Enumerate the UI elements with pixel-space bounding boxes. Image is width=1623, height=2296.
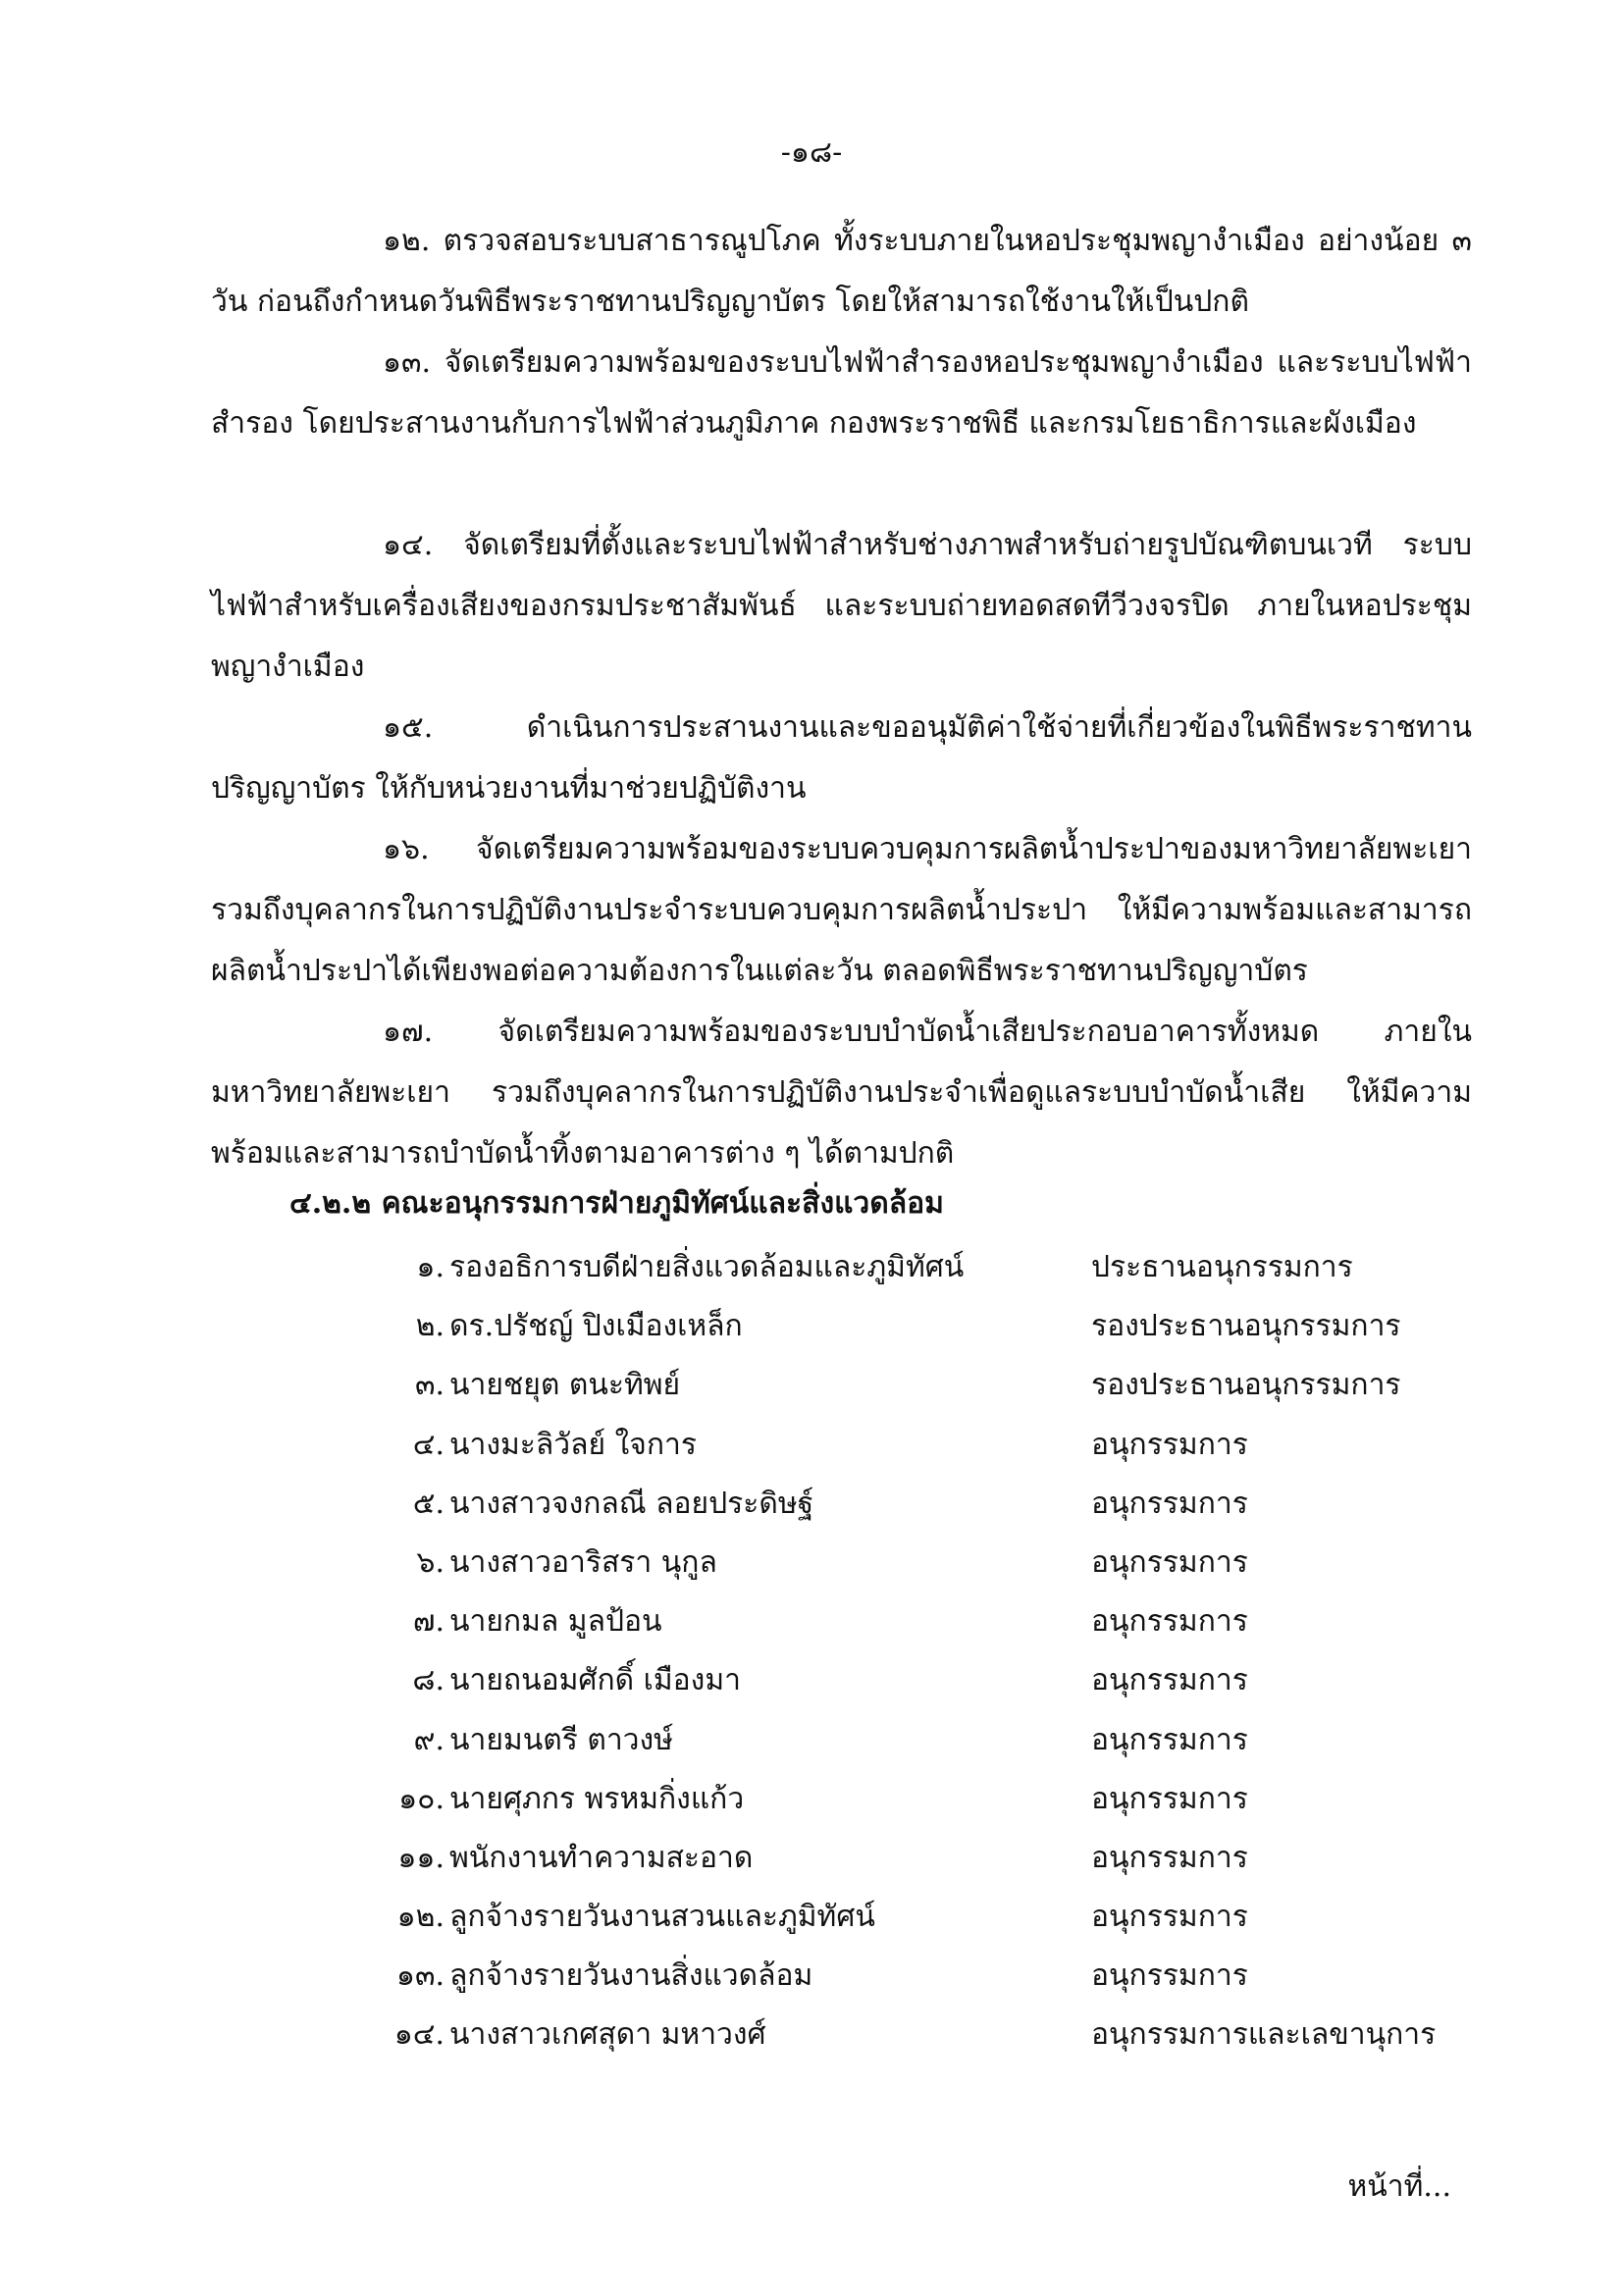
member-number: ๑. — [416, 1250, 445, 1284]
member-role: ประธานอนุกรรมการ — [1091, 1250, 1353, 1284]
committee-member-row — [0, 1416, 1623, 1475]
member-name: ลูกจ้างรายวันงานสวนและภูมิทัศน์ — [449, 1900, 875, 1935]
member-role: รองประธานอนุกรรมการ — [1091, 1309, 1401, 1344]
member-role: รองประธานอนุกรรมการ — [1091, 1368, 1401, 1403]
member-number: ๕. — [412, 1486, 445, 1521]
member-number: ๑๒. — [396, 1900, 445, 1935]
member-number: ๑๑. — [397, 1840, 445, 1875]
committee-member-row — [0, 1947, 1623, 2006]
committee-member-row — [0, 1297, 1623, 1356]
member-role: อนุกรรมการ — [1091, 1486, 1248, 1521]
member-role: อนุกรรมการ — [1091, 1840, 1248, 1875]
member-name: นายศุภกร พรหมกิ่งแก้ว — [449, 1781, 745, 1816]
member-name: นายมนตรี ตาวงษ์ — [449, 1722, 673, 1757]
member-number: ๖. — [416, 1544, 445, 1580]
paragraph-item-16: ๑๖. จัดเตรียมความพร้อมของระบบควบคุมการผลิตน้ำประปาของมหาวิทยาลัยพะเยา รวมถึงบุคลากรในการปฏิบัติงานประจำระบบควบคุมการผลิตน้ำประปา ให้มีความพร้อมและสามารถผลิตน้ำประปาได้เพียงพอต่อความต้องการในแต่ละวัน ตลอดพิธีพระราชทานปริญญาบัตร — [211, 832, 1472, 988]
committee-member-row — [0, 2006, 1623, 2064]
committee-member-row — [0, 1356, 1623, 1415]
next-page-marker: หน้าที่... — [1347, 2169, 1451, 2204]
committee-member-row — [0, 1770, 1623, 1829]
member-role: อนุกรรมการ — [1091, 1663, 1248, 1698]
member-name: นายชยุต ตนะทิพย์ — [449, 1368, 681, 1403]
member-name: นายกมล มูลป้อน — [449, 1604, 662, 1640]
paragraph-item-15: ๑๕. ดำเนินการประสานงานและขออนุมัติค่าใช้จ่ายที่เกี่ยวข้องในพิธีพระราชทานปริญญาบัตร ให้กับหน่วยงานที่มาช่วยปฏิบัติงาน — [211, 710, 1472, 806]
committee-member-row — [0, 1711, 1623, 1770]
member-name: พนักงานทำความสะอาด — [449, 1840, 754, 1875]
member-role: อนุกรรมการ — [1091, 1604, 1248, 1640]
member-number: ๘. — [412, 1663, 445, 1698]
member-name: นางสาวเกศสุดา มหาวงศ์ — [449, 2017, 766, 2053]
committee-member-list — [0, 1238, 1623, 2065]
member-number: ๓. — [414, 1368, 445, 1403]
paragraph-item-14: ๑๔. จัดเตรียมที่ตั้งและระบบไฟฟ้าสำหรับช่างภาพสำหรับถ่ายรูปบัณฑิตบนเวที ระบบไฟฟ้าสำหรับเครื่องเสียงของกรมประชาสัมพันธ์ และระบบถ่ายทอดสดทีวีวงจรปิด ภายในหอประชุมพญางำเมือง — [211, 528, 1472, 684]
member-number: ๙. — [413, 1722, 445, 1757]
page-number: -๑๘- — [780, 135, 843, 170]
section-heading: ๔.๒.๒ คณะอนุกรรมการฝ่ายภูมิทัศน์และสิ่งแวดล้อม — [289, 1186, 944, 1221]
member-number: ๗. — [412, 1604, 445, 1640]
member-role: อนุกรรมการและเลขานุการ — [1091, 2017, 1437, 2053]
member-number: ๑๓. — [395, 1958, 445, 1994]
committee-member-row — [0, 1592, 1623, 1651]
member-role: อนุกรรมการ — [1091, 1781, 1248, 1816]
paragraph-item-17: ๑๗. จัดเตรียมความพร้อมของระบบบำบัดน้ำเสียประกอบอาคารทั้งหมด ภายในมหาวิทยาลัยพะเยา รวมถึงบุคลากรในการปฏิบัติงานประจำเพื่อดูแลระบบบำบัดน้ำเสีย ให้มีความพร้อมและสามารถบำบัดน้ำทิ้งตามอาคารต่าง ๆ ได้ตามปกติ — [211, 1015, 1472, 1171]
member-number: ๑๔. — [393, 2017, 445, 2053]
member-role: อนุกรรมการ — [1091, 1900, 1248, 1935]
committee-member-row — [0, 1651, 1623, 1710]
member-role: อนุกรรมการ — [1091, 1722, 1248, 1757]
member-name: นางมะลิวัลย์ ใจการ — [449, 1427, 697, 1462]
committee-member-row — [0, 1475, 1623, 1534]
committee-member-row — [0, 1829, 1623, 1888]
member-name: ดร.ปรัชญ์ ปิงเมืองเหล็ก — [449, 1309, 743, 1344]
member-number: ๑๐. — [398, 1781, 445, 1816]
member-name: รองอธิการบดีฝ่ายสิ่งแวดล้อมและภูมิทัศน์ — [449, 1250, 965, 1284]
committee-member-row — [0, 1888, 1623, 1947]
member-role: อนุกรรมการ — [1091, 1427, 1248, 1462]
member-name: นางสาวอาริสรา นุกูล — [449, 1544, 717, 1580]
member-number: ๔. — [412, 1427, 445, 1462]
paragraph-item-12: ๑๒. ตรวจสอบระบบสาธารณูปโภค ทั้งระบบภายในหอประชุมพญางำเมือง อย่างน้อย ๓ วัน ก่อนถึงกำหนดวันพิธีพระราชทานปริญญาบัตร โดยให้สามารถใช้งานให้เป็นปกติ — [211, 224, 1472, 319]
member-role: อนุกรรมการ — [1091, 1544, 1248, 1580]
paragraph-item-13: ๑๓. จัดเตรียมความพร้อมของระบบไฟฟ้าสำรองหอประชุมพญางำเมือง และระบบไฟฟ้าสำรอง โดยประสานงานกับการไฟฟ้าส่วนภูมิภาค กองพระราชพิธี และกรมโยธาธิการและผังเมือง — [211, 345, 1472, 441]
member-role: อนุกรรมการ — [1091, 1958, 1248, 1994]
member-number: ๒. — [415, 1309, 445, 1344]
committee-member-row — [0, 1534, 1623, 1592]
member-name: ลูกจ้างรายวันงานสิ่งแวดล้อม — [449, 1958, 813, 1994]
member-name: นางสาวจงกลณี ลอยประดิษฐ์ — [449, 1486, 814, 1521]
member-name: นายถนอมศักดิ์ เมืองมา — [449, 1663, 741, 1698]
committee-member-row — [0, 1238, 1623, 1297]
